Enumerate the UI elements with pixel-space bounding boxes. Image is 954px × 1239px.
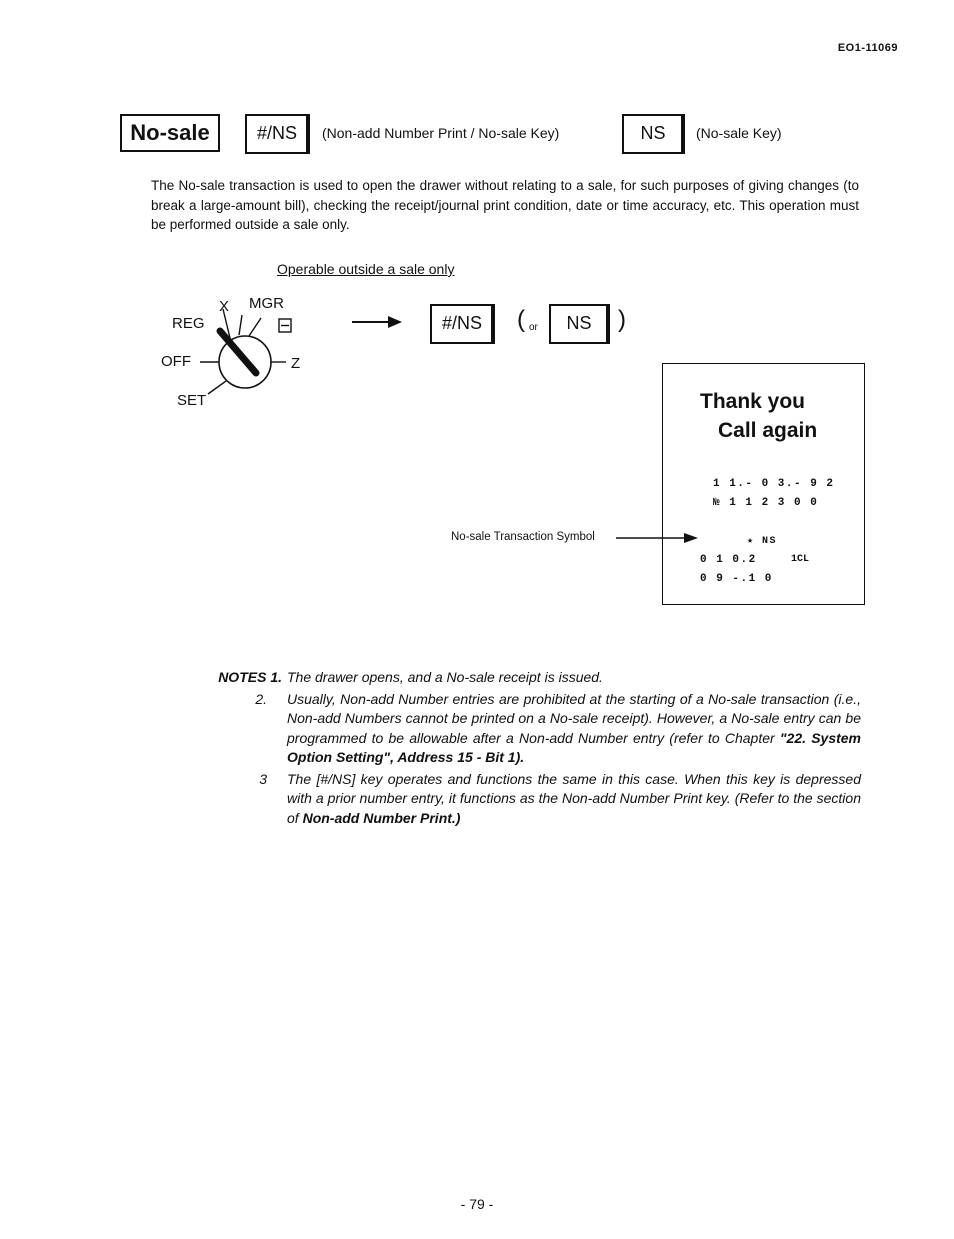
note-2 bbox=[201, 690, 861, 768]
receipt-id: 0 1 0.2 bbox=[700, 554, 757, 566]
mode-mgr-label: MGR bbox=[249, 295, 284, 312]
intro-paragraph: The No-sale transaction is used to open the drawer without relating to a sale, for such purposes of giving changes (to break a large-amount bill), checking the receipt/journal print condition, date or time accuracy, etc. This operation must be performed outside a sale only. bbox=[151, 178, 859, 232]
mode-x-label: X bbox=[219, 298, 230, 315]
receipt-number: № 1 1 2 3 0 0 bbox=[713, 497, 819, 509]
receipt-time: 0 9 -.1 0 bbox=[700, 573, 773, 585]
key-ns: NS bbox=[622, 114, 684, 154]
paren-close: ) bbox=[618, 306, 626, 333]
mode-reg-label: REG bbox=[172, 315, 205, 332]
key-ns-description: (No-sale Key) bbox=[696, 125, 782, 141]
note-3-reference: Non-add Number Print.) bbox=[302, 809, 461, 826]
note-2-text: Usually, Non-add Number entries are prohibited at the starting of a No-sale transaction (i.e., Non-add Numbers cannot be printed on a No-sale receipt). However, a No-sale entry can be programmed to be allowable after a Non-add Number entry (refer to Chapter bbox=[287, 690, 861, 746]
operable-label: Operable outside a sale only bbox=[277, 261, 455, 277]
receipt-thank-you: Thank you bbox=[700, 390, 806, 413]
key-hash-ns: #/NS bbox=[245, 114, 309, 154]
note-1-text: The drawer opens, and a No-sale receipt is issued. bbox=[287, 669, 603, 685]
note-2-reference: "22. System Option Setting", Address 15 - Bit 1). bbox=[287, 729, 862, 765]
no-sale-symbol-label: No-sale Transaction Symbol bbox=[451, 531, 595, 543]
note-2-number: 2. bbox=[255, 690, 267, 707]
document-code: EO1-11069 bbox=[837, 42, 898, 54]
receipt-cl: 1CL bbox=[791, 554, 810, 565]
arrow-right-icon bbox=[616, 532, 700, 544]
page-number: - 79 - bbox=[460, 1196, 494, 1212]
note-3 bbox=[201, 770, 861, 829]
mode-off-label: OFF bbox=[161, 353, 191, 370]
mode-z-label: Z bbox=[291, 355, 301, 372]
or-label: or bbox=[529, 322, 538, 333]
notes-label: NOTES bbox=[218, 669, 267, 685]
receipt-call-again: Call again bbox=[718, 419, 818, 442]
notes-section bbox=[201, 668, 861, 830]
arrow-right-icon bbox=[352, 314, 404, 330]
receipt-ns-symbol: ★ NS bbox=[747, 536, 778, 547]
receipt-date: 1 1.- 0 3.- 9 2 bbox=[713, 478, 835, 490]
paren-open: ( bbox=[517, 306, 525, 333]
mode-set-label: SET bbox=[177, 392, 207, 409]
note-3-number: 3 bbox=[259, 770, 267, 787]
note-1-number: 1. bbox=[270, 669, 282, 685]
section-title: No-sale bbox=[120, 114, 220, 152]
note-1 bbox=[201, 668, 861, 688]
key-hash-ns-description: (Non-add Number Print / No-sale Key) bbox=[322, 125, 560, 141]
diagram-key-hash-ns: #/NS bbox=[430, 304, 494, 344]
diagram-key-ns: NS bbox=[549, 304, 609, 344]
note-3-text: The [#/NS] key operates and functions the same in this case. When this key is depressed with a prior number entry, it functions as the Non-add Number Print key. (Refer to the section of bbox=[287, 770, 861, 826]
